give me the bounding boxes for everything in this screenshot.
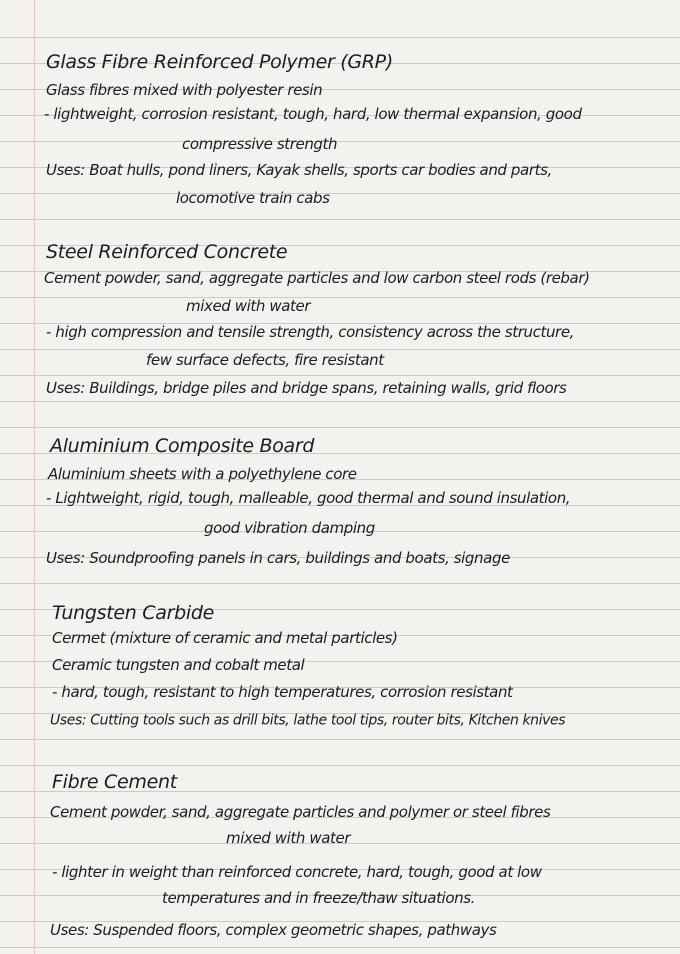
note-line: Uses: Soundproofing panels in cars, buildings and boats, signage	[46, 549, 510, 568]
heading-tungsten-carbide: Tungsten Carbide	[52, 601, 214, 624]
note-line: - lighter in weight than reinforced concrete, hard, tough, good at low	[52, 863, 542, 882]
note-line: temperatures and in freeze/thaw situations.	[162, 889, 475, 908]
note-line: - hard, tough, resistant to high temperatures, corrosion resistant	[52, 683, 513, 702]
heading-grp: Glass Fibre Reinforced Polymer (GRP)	[46, 50, 393, 73]
note-line: locomotive train cabs	[176, 189, 330, 208]
note-line: mixed with water	[186, 297, 311, 316]
note-line: - high compression and tensile strength, consistency across the structure,	[46, 323, 575, 342]
note-line: compressive strength	[182, 135, 338, 154]
note-line: - lightweight, corrosion resistant, tough, hard, low thermal expansion, good	[44, 105, 582, 124]
note-line: Ceramic tungsten and cobalt metal	[52, 656, 305, 675]
note-line: Glass fibres mixed with polyester resin	[46, 81, 323, 100]
note-line: Aluminium sheets with a polyethylene core	[48, 465, 357, 484]
note-line: Cement powder, sand, aggregate particles and polymer or steel fibres	[50, 803, 551, 822]
note-line: mixed with water	[226, 829, 351, 848]
heading-fibre-cement: Fibre Cement	[52, 770, 177, 793]
note-line: Uses: Cutting tools such as drill bits, lathe tool tips, router bits, Kitchen knives	[50, 712, 566, 729]
note-line: Cermet (mixture of ceramic and metal particles)	[52, 629, 398, 648]
note-line: few surface defects, fire resistant	[146, 351, 384, 370]
heading-aluminium-composite-board: Aluminium Composite Board	[50, 434, 315, 457]
note-line: good vibration damping	[204, 519, 375, 538]
note-line: Cement powder, sand, aggregate particles and low carbon steel rods (rebar)	[44, 269, 590, 288]
note-line: Uses: Buildings, bridge piles and bridge spans, retaining walls, grid floors	[46, 379, 567, 398]
margin-line	[34, 0, 35, 954]
note-line: Uses: Boat hulls, pond liners, Kayak shells, sports car bodies and parts,	[46, 161, 552, 180]
note-line: Uses: Suspended floors, complex geometric shapes, pathways	[50, 921, 497, 940]
note-line: - Lightweight, rigid, tough, malleable, good thermal and sound insulation,	[46, 489, 571, 508]
heading-steel-reinforced-concrete: Steel Reinforced Concrete	[46, 240, 288, 263]
